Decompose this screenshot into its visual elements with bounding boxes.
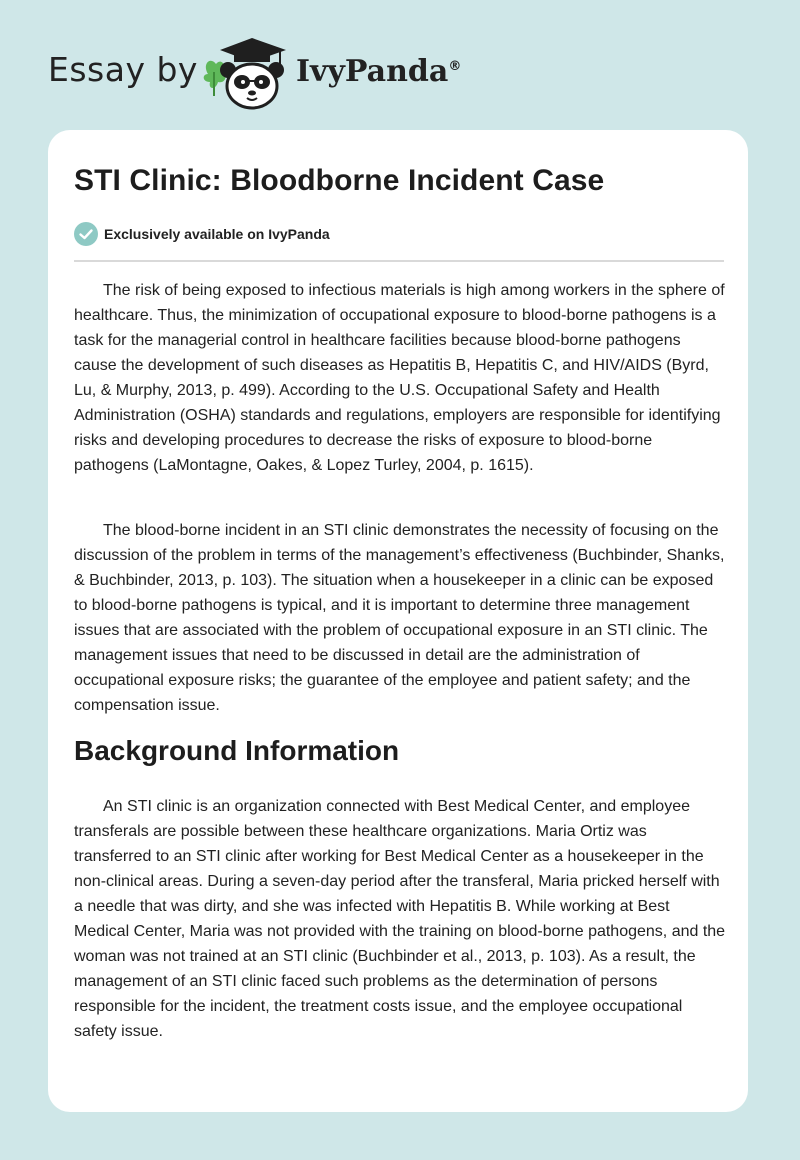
site-header [0,0,800,130]
brand-name[interactable] [296,54,461,89]
body-paragraph: The blood-borne incident in an STI clinic demonstrates the necessity of focusing on the discussion of the problem in terms of the management’s effectiveness (Buchbinder, Shanks, & Buchbinder, 2013, p. 103). The situation when a housekeeper in a clinic can be exposed to blood-borne pathogens is typical, and it is important to determine three management issues that are associated with the problem of occupational exposure in an STI clinic. The management issues that need to be discussed in detail are the administration of occupational exposure risks; the guarantee of the employee and patient safety; and the compensation issue. [74,522,725,714]
body-paragraph: The risk of being exposed to infectious materials is high among workers in the sphere of healthcare. Thus, the minimization of occupational exposure to blood-borne pathogens is a task for the managerial control in healthcare facilities because blood-borne pathogens cause the development of such diseases as Hepatitis B, Hepatitis C, and HIV/AIDS (Byrd, Lu, & Murphy, 2013, p. 499). According to the U.S. Occupational Safety and Health Administration (OSHA) standards and regulations, employers are responsible for identifying risks and developing procedures to decrease the risks of exposure to blood-borne pathogens (LaMontagne, Oakes, & Lopez Turley, 2004, p. 1615). [74,282,725,474]
article-card [48,130,748,1112]
section-heading: Background Information [74,735,400,766]
availability-text: Exclusively available on IvyPanda [104,226,330,242]
brand-name-text: IvyPanda [296,54,449,89]
title-divider [74,260,724,262]
check-circle-icon [74,222,98,246]
availability-badge [74,222,330,246]
page-title: STI Clinic: Bloodborne Incident Case [74,164,605,197]
body-paragraph: An STI clinic is an organization connected with Best Medical Center, and employee transferals are possible between these healthcare organizations. Maria Ortiz was transferred to an STI clinic after working for Best Medical Center as a housekeeper in the non-clinical areas. During a seven-day period after the transferal, Maria pricked herself with a needle that was dirty, and she was infected with Hepatitis B. While working at Best Medical Center, Maria was not provided with the training on blood-borne pathogens, and the woman was not trained at an STI clinic (Buchbinder et al., 2013, p. 103). As a result, the management of an STI clinic faced such problems as the determination of persons responsible for the incident, the treatment costs issue, and the employee occupational safety issue. [74,798,726,1040]
essay-by-label: Essay by [48,50,198,89]
panda-graduate-icon [200,34,292,114]
registered-mark: ® [448,59,462,74]
